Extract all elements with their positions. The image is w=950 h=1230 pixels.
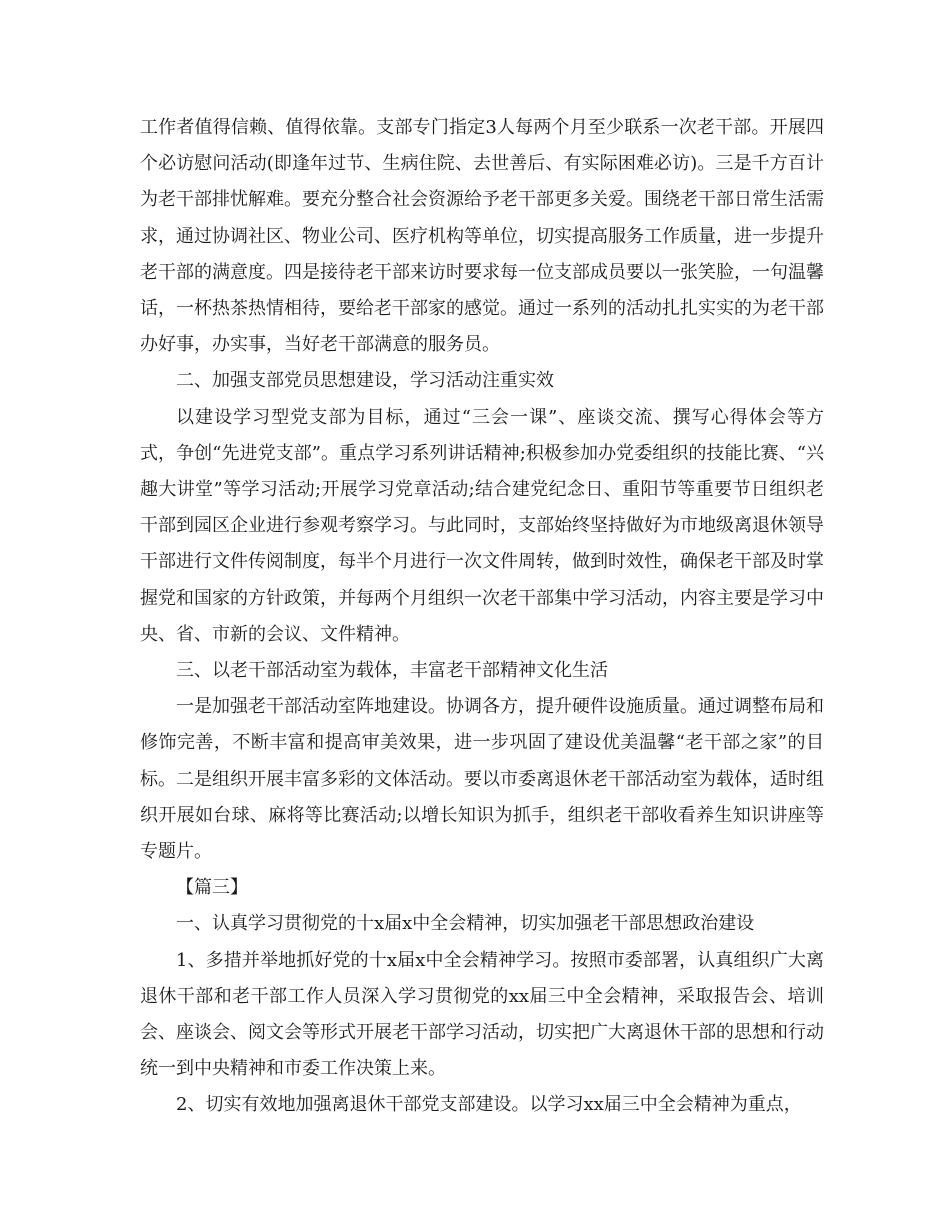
section-heading: 二、加强支部党员思想建设，学习活动注重实效 [176, 370, 554, 392]
body-paragraph: 1、多措并举地抓好党的十x届x中全会精神学习。按照市委部署，认真组织广大离退休干部和老干部工作人员深入学习贯彻党的xx届三中全会精神，采取报告会、培训会、座谈会、阅文会等形式开展老干部学习活动，切实把广大离退休干部的思想和行动统一到中央精神和市委工作决策上来。 [140, 949, 824, 1080]
document-page [140, 110, 824, 1124]
part-heading: 【篇三】 [176, 877, 248, 899]
body-paragraph: 工作者值得信赖、值得依靠。支部专门指定3人每两个月至少联系一次老干部。开展四个必访慰问活动(即逢年过节、生病住院、去世善后、有实际困难必访)。三是千方百计为老干部排忧解难。要充分整合社会资源给予老干部更多关爱。围绕老干部日常生活需求，通过协调社区、物业公司、医疗机构等单位，切实提高服务工作质量，进一步提升老干部的满意度。四是接待老干部来访时要求每一位支部成员要以一张笑脸，一句温馨话，一杯热茶热情相待，要给老干部家的感觉。通过一系列的活动扎扎实实的为老干部办好事，办实事，当好老干部满意的服务员。 [140, 117, 824, 356]
body-paragraph: 2、切实有效地加强离退休干部党支部建设。以学习xx届三中全会精神为重点， [176, 1094, 802, 1116]
body-paragraph: 以建设学习型党支部为目标，通过“三会一课”、座谈交流、撰写心得体会等方式，争创“先进党支部”。重点学习系列讲话精神;积极参加办党委组织的技能比赛、“兴趣大讲堂”等学习活动;开展学习党章活动;结合建党纪念日、重阳节等重要节日组织老干部到园区企业进行参观考察学习。与此同时，支部始终坚持做好为市地级离退休领导干部进行文件传阅制度，每半个月进行一次文件周转，做到时效性，确保老干部及时掌握党和国家的方针政策，并每两个月组织一次老干部集中学习活动，内容主要是学习中央、省、市新的会议、文件精神。 [140, 406, 824, 645]
section-heading: 一、认真学习贯彻党的十x届x中全会精神，切实加强老干部思想政治建设 [176, 913, 755, 935]
body-paragraph: 一是加强老干部活动室阵地建设。协调各方，提升硬件设施质量。通过调整布局和修饰完善，不断丰富和提高审美效果，进一步巩固了建设优美温馨“老干部之家”的目标。二是组织开展丰富多彩的文体活动。要以市委离退休老干部活动室为载体，适时组织开展如台球、麻将等比赛活动;以增长知识为抓手，组织老干部收看养生知识讲座等专题片。 [140, 696, 824, 863]
section-heading: 三、以老干部活动室为载体，丰富老干部精神文化生活 [176, 660, 608, 682]
